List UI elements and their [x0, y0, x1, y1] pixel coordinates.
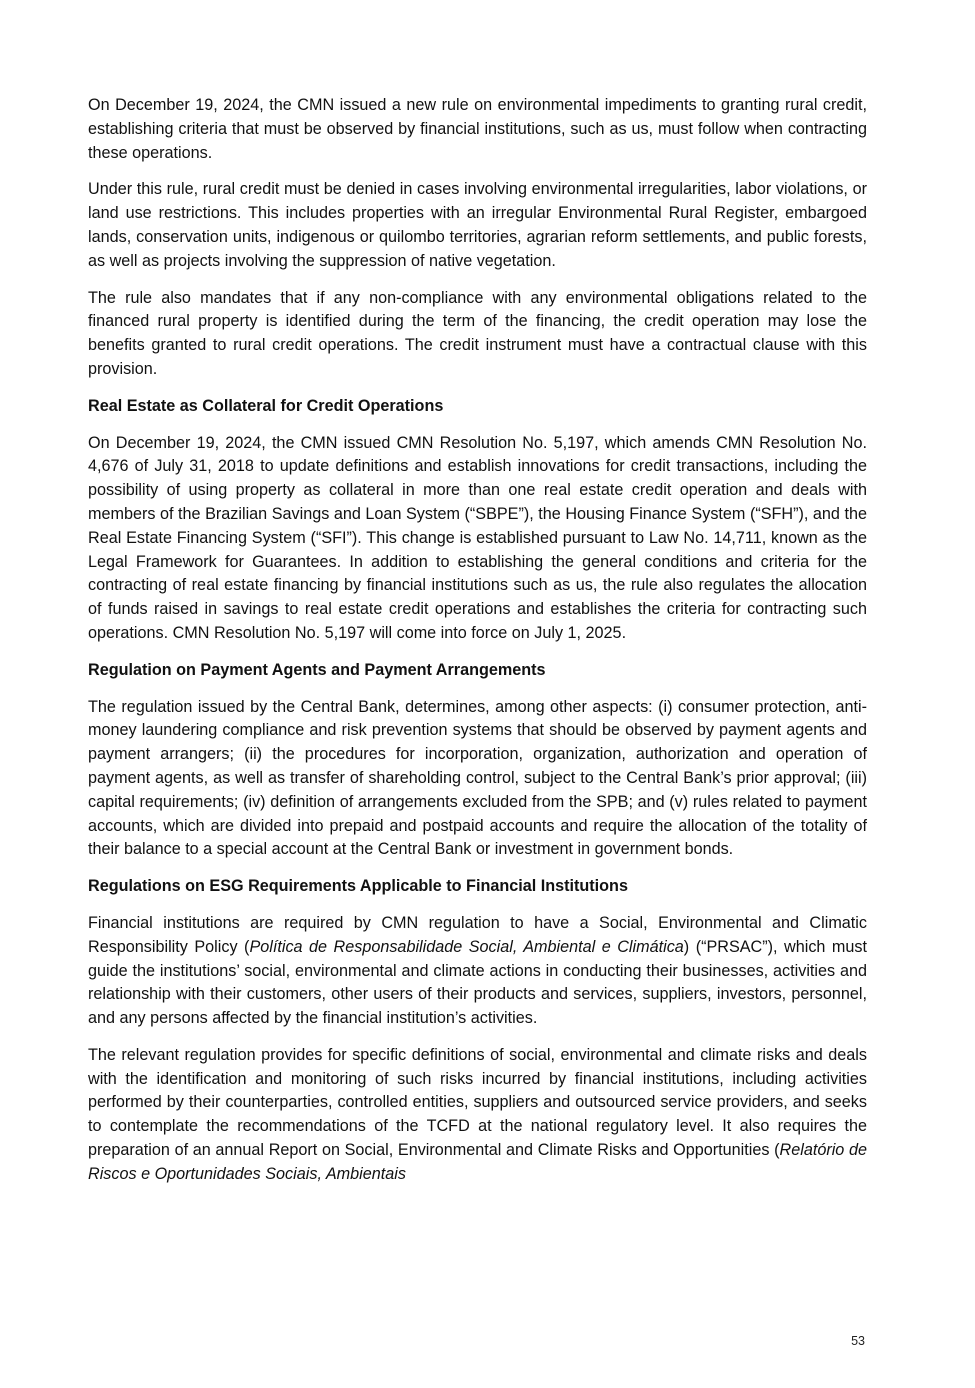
heading-real-estate-collateral: Real Estate as Collateral for Credit Operations	[88, 396, 444, 415]
page-body	[88, 94, 867, 1200]
page-number: 53	[851, 1334, 865, 1348]
prsac-text-start: Financial institutions are required by CMN regulation to have a Social, Environmental and Climatic Responsibility Policy (	[88, 913, 867, 956]
paragraph-rural-credit-denial: Under this rule, rural credit must be denied in cases involving environmental irregularities, labor violations, or land use restrictions. This includes properties with an irregular Environmental Rural Register, embargoed lands, conservation units, indigenous or quilombo territories, agrarian reform settlements, and public forests, as well as projects involving the suppression of native vegetation.	[88, 180, 867, 270]
prsac-policy-name: Política de Responsabilidade Social, Ambiental e Climática	[249, 937, 684, 956]
paragraph-resolution-5197: On December 19, 2024, the CMN issued CMN Resolution No. 5,197, which amends CMN Resolution No. 4,676 of July 31, 2018 to update definitions and establish innovations for credit transactions, including the possibility of using property as collateral in more than one real estate credit operation and deals with members of the Brazilian Savings and Loan System (“SBPE”), the Housing Finance System (“SFH”), and the Real Estate Financing System (“SFI”). This change is established pursuant to Law No. 14,711, known as the Legal Framework for Guarantees. In addition to establishing the general conditions and criteria for the contracting of real estate financing by financial institutions such as us, the rule also regulates the allocation of funds raised in savings to real estate credit operations and establishes the criteria for contracting such operations. CMN Resolution No. 5,197 will come into force on July 1, 2025.	[88, 433, 867, 642]
paragraph-prsac-policy	[88, 912, 867, 1031]
climate-report-name: Relatório de Riscos e Oportunidades Sociais, Ambientais	[88, 1141, 867, 1183]
paragraph-climate-risks	[88, 1044, 867, 1187]
heading-esg-requirements: Regulations on ESG Requirements Applicable to Financial Institutions	[88, 877, 628, 896]
paragraph-payment-regulation: The regulation issued by the Central Bank, determines, among other aspects: (i) consumer protection, anti-money laundering compliance and risk prevention systems that should be observed by payment agents and payment arrangers; (ii) the procedures for incorporation, organization, authorization and operation of payment agents, as well as transfer of shareholding control, subject to the Central Bank’s prior approval; (iii) capital requirements; (iv) definition of arrangements excluded from the SPB; and (v) rules related to payment accounts, which are divided into prepaid and postpaid accounts and require the allocation of the totality of their balance to a special account at the Central Bank or investment in government bonds.	[88, 697, 867, 859]
climate-risks-text: The relevant regulation provides for specific definitions of social, environmental and climate risks and deals with the identification and monitoring of such risks incurred by financial institutions, including activities performed by their counterparties, controlled entities, suppliers and outsourced service providers, and seeks to contemplate the recommendations of the TCFD at the national regulatory level. It also requires the preparation of an annual Report on Social, Environmental and Climate Risks and Opportunities (	[88, 1045, 867, 1160]
paragraph-rural-credit-rule: On December 19, 2024, the CMN issued a new rule on environmental impediments to granting rural credit, establishing criteria that must be observed by financial institutions, such as us, must follow when contracting these operations.	[88, 96, 867, 162]
heading-payment-agents: Regulation on Payment Agents and Payment Arrangements	[88, 660, 546, 679]
prsac-text-end: ) (“PRSAC”), which must guide the institutions’ social, environmental and climate actions in conducting their businesses, activities and relationship with their customers, other users of their products and services, suppliers, investors, personnel, and any persons affected by the financial institution’s activities.	[88, 937, 867, 1028]
paragraph-non-compliance: The rule also mandates that if any non-compliance with any environmental obligations related to the financed rural property is identified during the term of the financing, the credit operation may lose the benefits granted to rural credit operations. The credit instrument must have a contractual clause with this provision.	[88, 288, 867, 378]
